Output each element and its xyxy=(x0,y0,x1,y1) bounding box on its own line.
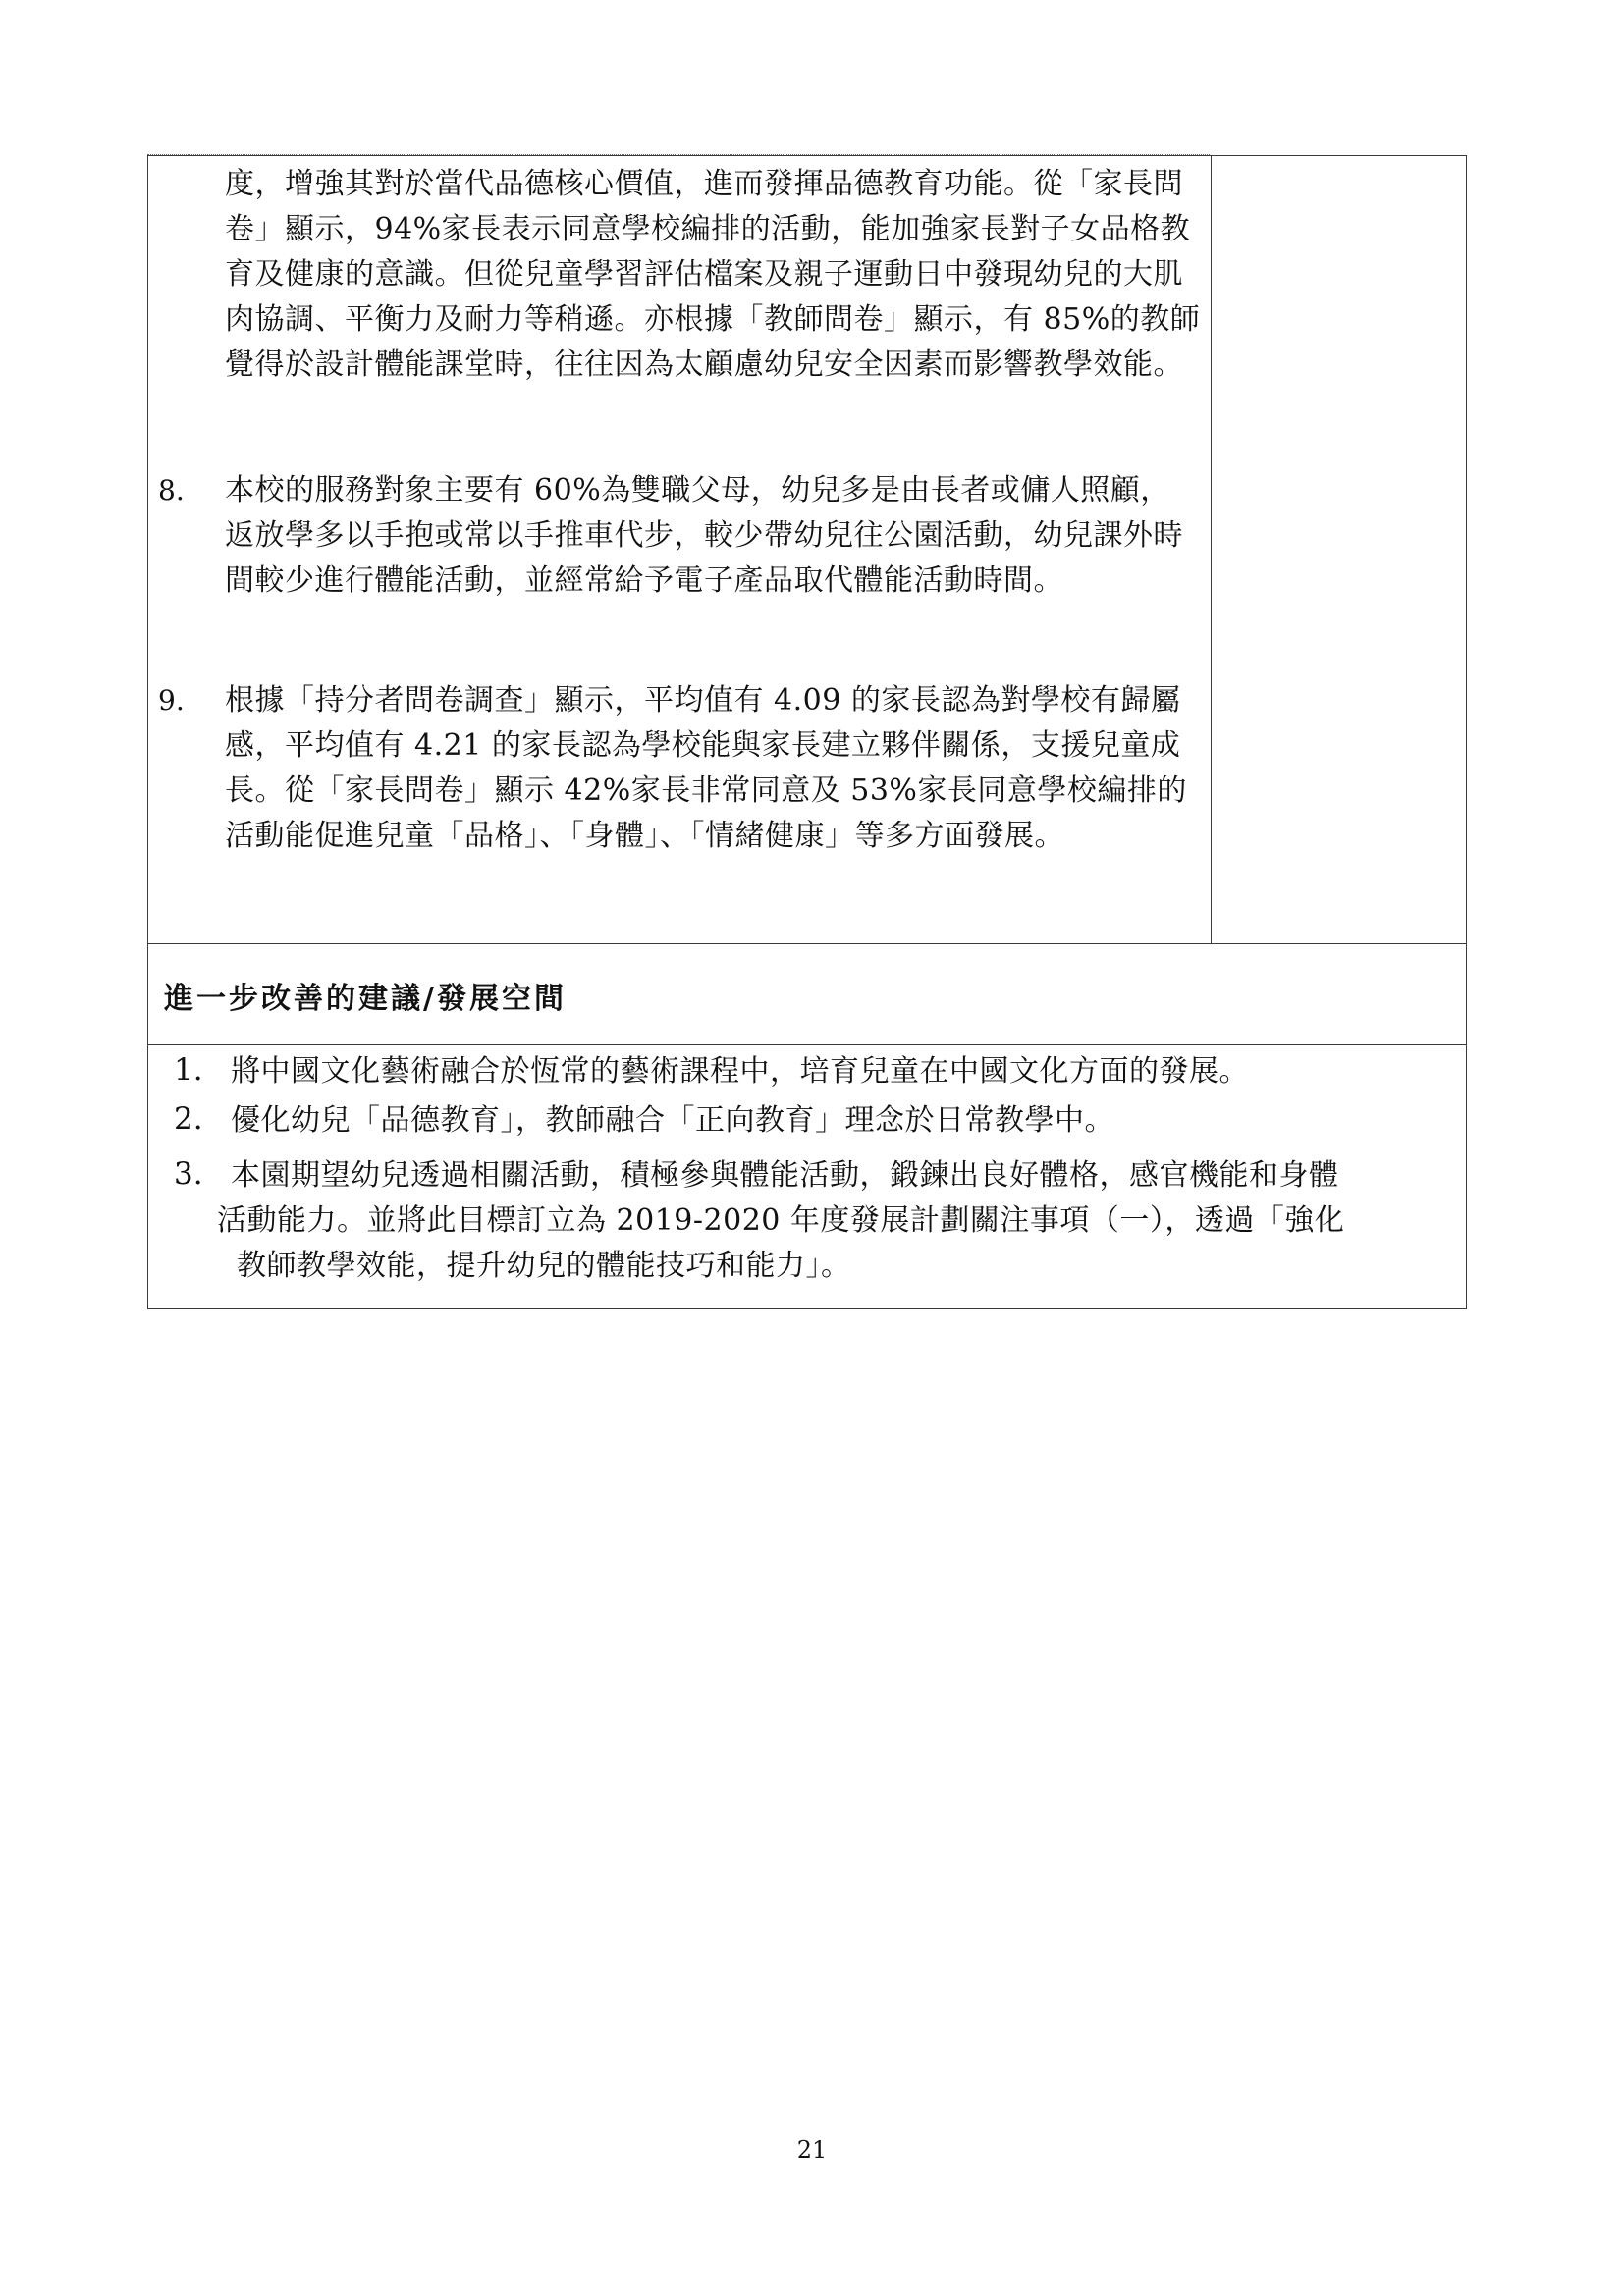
suggestion-number: 3. xyxy=(174,1156,203,1192)
finding-item-text: 根據「持分者問卷調查」顯示，平均值有 4.09 的家長認為對學校有歸屬感，平均值有 4.21 的家長認為學校能與家長建立夥伴關係，支援兒童成長。從「家長問卷」顯示 42%家長非常同意及 53%家長同意學校編排的活動能促進兒童「品格」、「身體」、「情緒健康」等多方面發展。 xyxy=(225,683,1187,853)
suggestion-number: 2. xyxy=(174,1101,203,1137)
finding-item-text: 本校的服務對象主要有 60%為雙職父母，幼兒多是由長者或傭人照顧，返放學多以手抱或常以手推車代步，較少帶幼兒往公園活動，幼兒課外時間較少進行體能活動，並經常給予電子產品取代體能活動時間。 xyxy=(225,473,1183,598)
suggestion-text-line-3: 教師教學效能，提升幼兒的體能技巧和能力」。 xyxy=(237,1249,851,1283)
suggestions-list-cell xyxy=(147,1044,1467,1309)
suggestion-text-line-2: 活動能力。並將此目標訂立為 2019-2020 年度發展計劃關注事項（一），透過「強化 xyxy=(217,1203,1345,1238)
suggestion-text: 優化幼兒「品德教育」，教師融合「正向教育」理念於日常教學中。 xyxy=(231,1103,1114,1138)
suggestion-text: 將中國文化藝術融合於恆常的藝術課程中，培育兒童在中國文化方面的發展。 xyxy=(231,1054,1249,1089)
suggestion-text xyxy=(217,1153,1448,1289)
suggestion-text-line-1: 本園期望幼兒透過相關活動，積極參與體能活動，鍛鍊出良好體格，感官機能和身體 xyxy=(231,1158,1339,1193)
suggestions-section-title: 進一步改善的建議/發展空間 xyxy=(164,982,567,1016)
table-column-divider xyxy=(1211,156,1212,943)
continued-paragraph: 度，增強其對於當代品德核心價值，進而發揮品德教育功能。從「家長問卷」顯示，94%家長表示同意學校編排的活動，能加強家長對子女品格教育及健康的意識。但從兒童學習評估檔案及親子運動日中發現幼兒的大肌肉協調、平衡力及耐力等稍遜。亦根據「教師問卷」顯示，有 85%的教師覺得於設計體能課堂時，往往因為太顧慮幼兒安全因素而影響教學效能。 xyxy=(225,167,1201,382)
suggestion-number: 1. xyxy=(174,1052,203,1088)
page-number: 21 xyxy=(796,2136,828,2163)
findings-table xyxy=(147,155,1467,944)
table-top-dotted-edge xyxy=(147,154,1210,155)
finding-item-number: 8. xyxy=(158,474,185,507)
suggestions-header-cell xyxy=(147,943,1467,1045)
finding-item-number: 9. xyxy=(158,684,185,717)
